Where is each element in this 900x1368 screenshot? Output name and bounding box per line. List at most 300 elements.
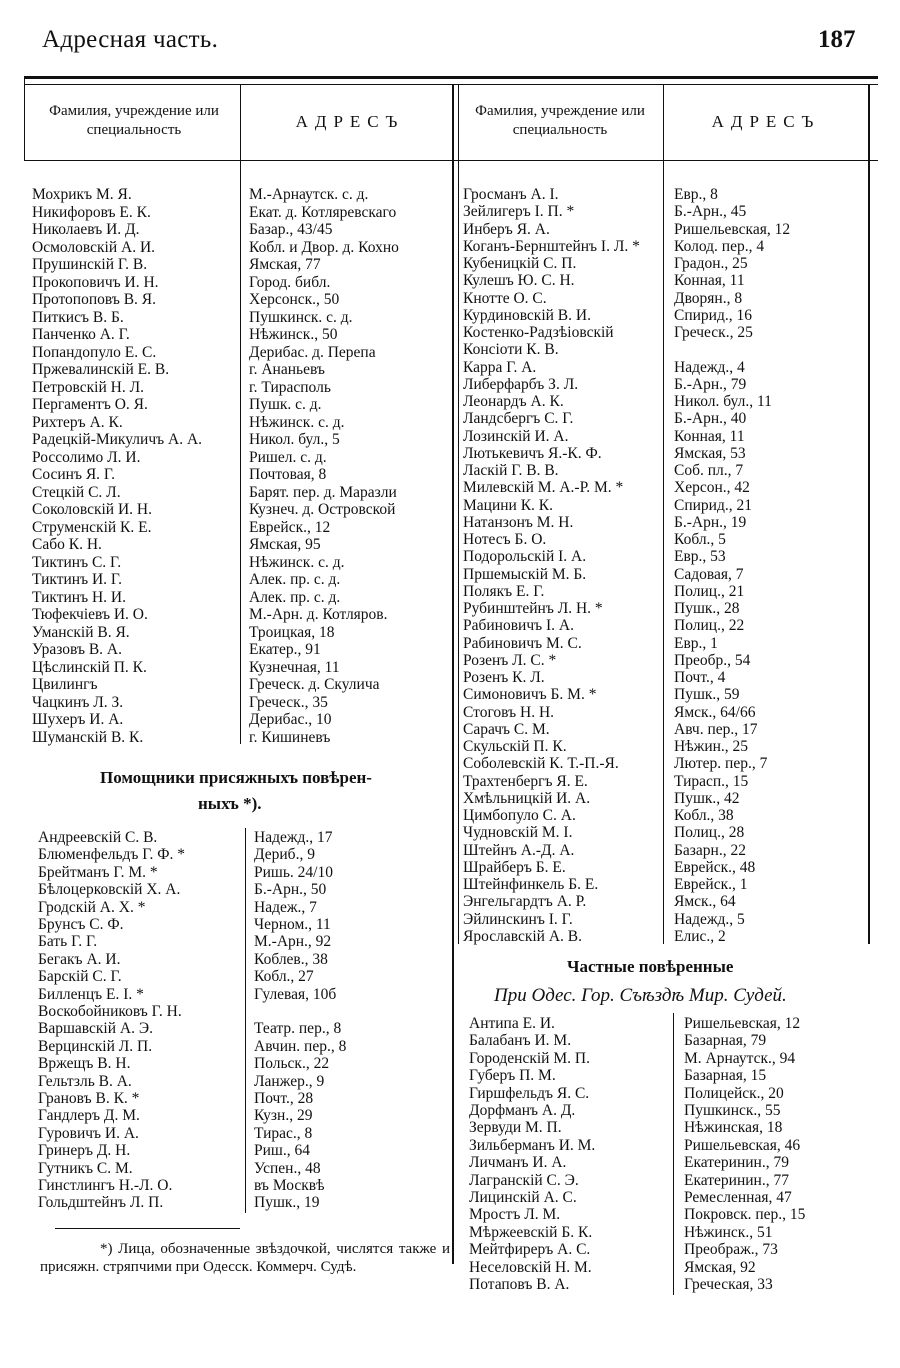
entry-name: Балабанъ И. М. <box>469 1032 572 1050</box>
list-item <box>463 635 883 653</box>
entry-address: Дворян., 8 <box>674 289 743 307</box>
list-item <box>463 738 883 756</box>
entry-address: Полиц., 22 <box>674 617 745 635</box>
entry-name: Лицинскій А. С. <box>469 1189 577 1206</box>
entry-address: Ремесленная, 47 <box>684 1189 792 1206</box>
entry-address: Спирид., 21 <box>674 496 752 514</box>
list-item <box>38 1142 458 1160</box>
list-item <box>32 711 452 729</box>
list-item <box>38 881 458 899</box>
top-rule-thick <box>24 76 878 79</box>
entry-address: Ямская, 53 <box>674 444 746 462</box>
entry-name: Милевскій М. А.-Р. М. * <box>463 479 624 497</box>
entry-address: г. Кишиневъ <box>249 728 331 746</box>
entry-name: Сарачъ С. М. <box>463 720 550 738</box>
entry-name: Пршемыскій М. Б. <box>463 565 587 583</box>
entry-name: Сосинъ Я. Г. <box>32 466 116 483</box>
list-item <box>463 600 883 618</box>
list-item <box>38 1177 458 1195</box>
entry-name: Брунсъ С. Ф. <box>38 916 124 933</box>
list-item <box>32 414 452 432</box>
entry-address: Б.-Арн., 45 <box>674 203 747 221</box>
entry-address: Кузн., 29 <box>254 1107 313 1125</box>
entry-name: Радецкій-Микуличъ А. А. <box>32 431 203 448</box>
entry-name: Попандопуло Е. С. <box>32 343 157 361</box>
list-item <box>38 899 458 917</box>
list-item <box>469 1032 889 1050</box>
entry-name: Протопоповъ В. Я. <box>32 291 157 308</box>
list-item <box>463 445 883 463</box>
entry-address: Ямская, 92 <box>684 1258 756 1276</box>
entry-name: Консіоти К. В. <box>463 341 559 359</box>
entry-address: Градон., 25 <box>674 255 748 272</box>
list-item <box>38 933 458 951</box>
list-item <box>32 641 452 659</box>
entry-name: Штейнфинкель Б. Е. <box>463 876 599 893</box>
entry-name: Энгельгардтъ А. Р. <box>463 893 587 911</box>
list-item <box>38 1073 458 1091</box>
list-item <box>463 186 883 204</box>
list-item <box>463 928 883 946</box>
entry-address: Ришельевская, 46 <box>684 1136 801 1154</box>
entry-name: Струменскій К. Е. <box>32 518 152 536</box>
entry-name: Стоговъ Н. Н. <box>463 703 555 721</box>
entry-name: Личманъ И. А. <box>469 1154 567 1172</box>
entry-address: Почт., 4 <box>674 669 726 686</box>
list-item <box>469 1259 889 1277</box>
entry-name: Брейтманъ Г. М. * <box>38 863 158 881</box>
entry-name: Бѣлоцерковскій Х. А. <box>38 881 181 899</box>
list-item <box>32 554 452 572</box>
list-item <box>32 221 452 239</box>
entry-name: Либерфарбъ З. Л. <box>463 375 579 393</box>
entry-name: Шухеръ И. А. <box>32 711 124 728</box>
section-title-assistants-cont: ныхъ *). <box>198 794 262 813</box>
list-item <box>463 842 883 860</box>
list-item <box>32 396 452 414</box>
list-item <box>32 694 452 712</box>
entry-address: Тирас., 8 <box>254 1124 313 1142</box>
entry-name: Верцинскій Л. П. <box>38 1037 153 1055</box>
list-item <box>463 479 883 497</box>
entry-name: Рабиновичъ І. А. <box>463 617 575 635</box>
entry-name: Зервуди М. П. <box>469 1119 562 1137</box>
entry-name: Курдиновскій В. И. <box>463 306 591 324</box>
entry-address: Алек. пр. с. д. <box>249 571 341 588</box>
list-item <box>469 1102 889 1120</box>
entry-address: Гулевая, 10б <box>254 985 337 1003</box>
entry-name: Подорольскій І. А. <box>463 548 587 566</box>
entry-address: г. Ананьевъ <box>249 361 325 378</box>
entry-name: Потаповъ В. А. <box>469 1276 570 1293</box>
list-item <box>32 519 452 537</box>
entry-address: Базарн., 22 <box>674 841 746 859</box>
list-item <box>463 238 883 256</box>
entry-name: Шуманскій В. К. <box>32 728 144 746</box>
page-title: Адресная часть. <box>42 26 219 53</box>
entry-name: Лозинскій И. А. <box>463 427 569 445</box>
entry-name: Стецкій С. Л. <box>32 483 121 501</box>
entry-address: г. Тирасполь <box>249 378 331 396</box>
entry-address: Нѣжинск. с. д. <box>249 553 345 571</box>
entry-address: Ришел. с. д. <box>249 448 327 466</box>
list-item <box>463 704 883 722</box>
entry-address: Ришельевская, 12 <box>684 1015 801 1032</box>
entry-address: Коблев., 38 <box>254 950 328 968</box>
list-item <box>38 968 458 986</box>
list-item <box>469 1119 889 1137</box>
list-item <box>38 1194 458 1212</box>
entry-name: Костенко-Радзѣіовскій <box>463 324 614 341</box>
entry-address: Театр. пер., 8 <box>254 1020 342 1038</box>
list-item <box>32 256 452 274</box>
entry-name: Гельтзль В. А. <box>38 1072 132 1090</box>
entry-address: Дерибас., 10 <box>249 711 332 728</box>
entry-address: Кузнеч. д. Островской <box>249 501 396 518</box>
entry-name: Сабо К. Н. <box>32 536 102 553</box>
entry-address: Тирасп., 15 <box>674 772 749 790</box>
entry-address: Нѣжинск. с. д. <box>249 413 345 431</box>
entry-name: Нотесъ Б. О. <box>463 531 547 548</box>
entry-name: Мѣржеевскій Б. К. <box>469 1223 593 1241</box>
list-item <box>463 410 883 428</box>
entry-name: Барскій С. Г. <box>38 968 122 986</box>
list-item <box>463 359 883 377</box>
entry-name: Тиктинъ И. Г. <box>32 571 122 588</box>
entry-name: Россолимо Л. И. <box>32 448 141 466</box>
list-item <box>463 548 883 566</box>
entry-name: Ласкій Г. В. В. <box>463 462 559 479</box>
entry-address: Екатеринин., 79 <box>684 1154 789 1172</box>
entry-address: Покровск. пер., 15 <box>684 1206 806 1224</box>
list-item <box>469 1015 889 1033</box>
entry-address: Полиц., 28 <box>674 824 745 842</box>
entry-address: Полицейск., 20 <box>684 1084 784 1102</box>
entry-name: Мохрикъ М. Я. <box>32 186 132 203</box>
entry-name: Гросманъ А. І. <box>463 186 559 203</box>
left-address-header: АДРЕСЪ <box>295 112 405 131</box>
list-item <box>463 462 883 480</box>
right-name-header: Фамилия, учреждение или специальность <box>475 103 645 138</box>
entry-address: Пушк., 19 <box>254 1194 320 1212</box>
list-item <box>463 221 883 239</box>
list-item <box>463 341 883 359</box>
entry-address: Пушкинск., 55 <box>684 1102 781 1119</box>
list-item <box>463 617 883 635</box>
entry-address: Херсон., 42 <box>674 479 750 497</box>
entry-address: Кобл., 38 <box>674 807 734 824</box>
entry-name: Розенъ Л. С. * <box>463 651 557 669</box>
list-item <box>32 606 452 624</box>
list-item <box>463 514 883 532</box>
entry-name: Кубеницкій С. П. <box>463 255 577 272</box>
list-item <box>38 1003 458 1021</box>
entry-address: Пушк., 42 <box>674 789 740 807</box>
entry-name: Гандлеръ Д. М. <box>38 1107 140 1125</box>
list-item <box>32 676 452 694</box>
list-item <box>469 1172 889 1190</box>
entry-address: Дерибас. д. Перепа <box>249 343 376 361</box>
entry-name: Неселовскій Н. М. <box>469 1258 592 1276</box>
entry-address: Кузнечная, 11 <box>249 658 340 676</box>
list-item <box>38 1090 458 1108</box>
entry-name: Прокоповичъ И. Н. <box>32 273 159 291</box>
list-item <box>38 1160 458 1178</box>
list-item <box>32 361 452 379</box>
entry-name: Симоновичъ Б. М. * <box>463 686 597 704</box>
list-item <box>463 652 883 670</box>
entry-name: Гольдштейнъ Л. П. <box>38 1194 164 1212</box>
list-item <box>463 893 883 911</box>
list-item <box>32 536 452 554</box>
list-item <box>463 255 883 273</box>
footnote: *) Лица, обозначенные звѣздочкой, числятся также и присяжн. стряпчими при Одесск. Коммерч. Судѣ. <box>40 1241 450 1275</box>
entry-name: Гутникъ С. М. <box>38 1159 133 1177</box>
entry-name: Городенскій М. П. <box>469 1049 590 1067</box>
entry-address: Авч. пер., 17 <box>674 720 758 738</box>
list-item <box>38 829 458 847</box>
list-item <box>32 466 452 484</box>
left-border <box>24 79 25 161</box>
entry-address: Надеж., 7 <box>254 898 317 916</box>
entry-address: Б.-Арн., 19 <box>674 513 747 531</box>
list-item <box>32 449 452 467</box>
entry-address: Ямская, 77 <box>249 256 321 273</box>
list-item <box>463 376 883 394</box>
entry-name: Цѣслинскій П. К. <box>32 658 147 676</box>
entry-address: Базар., 43/45 <box>249 221 333 238</box>
list-item <box>32 274 452 292</box>
list-item <box>32 379 452 397</box>
list-item <box>32 659 452 677</box>
entry-name: Полякъ Е. Г. <box>463 582 545 600</box>
entry-name: Петровскій Н. Л. <box>32 378 144 396</box>
list-item <box>32 204 452 222</box>
list-item <box>463 324 883 342</box>
entry-name: Мростъ Л. М. <box>469 1206 561 1224</box>
entry-name: Уманскій В. Я. <box>32 623 130 641</box>
entry-name: Чацкинъ Л. З. <box>32 693 124 711</box>
entry-address: въ Москвѣ <box>254 1177 325 1194</box>
entry-address: Авчин. пер., 8 <box>254 1037 347 1055</box>
entry-address: Дериб., 9 <box>254 846 315 864</box>
list-item <box>32 571 452 589</box>
entry-name: Билленцъ Е. І. * <box>38 985 144 1003</box>
entry-name: Гринеръ Д. Н. <box>38 1142 131 1160</box>
entry-address: Пушк. с. д. <box>249 396 322 413</box>
entry-address: Нѣжинская, 18 <box>684 1119 783 1137</box>
entry-address: Евр., 8 <box>674 186 718 203</box>
list-item <box>463 773 883 791</box>
entry-address: Барят. пер. д. Маразли <box>249 483 397 501</box>
list-item <box>469 1206 889 1224</box>
list-item <box>463 859 883 877</box>
list-item <box>32 309 452 327</box>
entry-address: Спирид., 16 <box>674 306 752 324</box>
entry-address: Надежд., 17 <box>254 829 333 846</box>
entry-address: Б.-Арн., 40 <box>674 410 747 428</box>
entry-name: Натанзонъ М. Н. <box>463 513 574 531</box>
entry-address: Алек. пр. с. д. <box>249 588 341 606</box>
list-item <box>32 729 452 747</box>
list-item <box>463 911 883 929</box>
entry-name: Пергаментъ О. Я. <box>32 396 148 413</box>
entry-name: Трахтенбергъ Я. Е. <box>463 772 588 790</box>
entry-name: Воскобойниковъ Г. Н. <box>38 1003 182 1020</box>
entry-address: Почт., 28 <box>254 1090 314 1107</box>
entry-address: Еврейск., 48 <box>674 858 756 876</box>
list-item <box>38 846 458 864</box>
list-item <box>463 686 883 704</box>
entry-address: Колод. пер., 4 <box>674 237 765 255</box>
entry-address: Базарная, 15 <box>684 1067 767 1085</box>
entry-address: Никол. бул., 11 <box>674 393 772 410</box>
entry-name: Коганъ-Бернштейнъ І. Л. * <box>463 237 640 255</box>
list-item <box>38 1125 458 1143</box>
list-item <box>32 589 452 607</box>
entry-name: Блюменфельдъ Г. Ф. * <box>38 846 186 864</box>
list-item <box>469 1224 889 1242</box>
list-item <box>463 807 883 825</box>
entry-name: Карра Г. А. <box>463 358 537 376</box>
entry-name: Рабиновичъ М. С. <box>463 634 582 652</box>
entry-address: Кобл., 5 <box>674 531 726 548</box>
entry-name: Цимбопуло С. А. <box>463 807 576 824</box>
entry-name: Дорфманъ А. Д. <box>469 1102 576 1119</box>
list-item <box>32 501 452 519</box>
entry-address: Ланжер., 9 <box>254 1072 325 1090</box>
list-item <box>463 497 883 515</box>
entry-name: Кулешъ Ю. С. Н. <box>463 272 575 290</box>
list-item <box>38 1107 458 1125</box>
entry-name: Шрайберъ Б. Е. <box>463 858 566 876</box>
entry-name: Пржевалинскій Е. В. <box>32 361 170 378</box>
entry-address: Ямск., 64/66 <box>674 703 756 721</box>
footnote-rule <box>55 1228 240 1229</box>
entry-name: Зейлигеръ І. П. * <box>463 203 575 221</box>
entry-name: Губеръ П. М. <box>469 1067 556 1085</box>
list-item <box>463 721 883 739</box>
entry-name: Питкисъ В. Б. <box>32 308 124 326</box>
entry-name: Рихтеръ А. К. <box>32 413 123 431</box>
list-item <box>32 186 452 204</box>
list-item <box>469 1276 889 1294</box>
entry-address: Ришь. 24/10 <box>254 863 333 881</box>
list-item <box>38 986 458 1004</box>
list-item <box>463 307 883 325</box>
top-rule-thin <box>24 84 878 85</box>
list-item <box>463 669 883 687</box>
entry-name: Вржещъ В. Н. <box>38 1055 131 1073</box>
entry-name: Чудновскій М. І. <box>463 824 573 842</box>
entry-address: Ямская, 95 <box>249 536 321 553</box>
entry-address: М. Арнаутск., 94 <box>684 1049 796 1067</box>
entry-name: Тюфекчіевъ И. О. <box>32 606 148 623</box>
list-item <box>38 916 458 934</box>
entry-address: Пушк., 59 <box>674 686 740 704</box>
page-number: 187 <box>818 26 856 53</box>
entry-address: Евр., 53 <box>674 548 726 566</box>
entry-address: Конная, 11 <box>674 427 745 445</box>
entry-name: Кнотте О. С. <box>463 289 547 307</box>
entry-name: Гинстлингъ Н.-Л. О. <box>38 1177 173 1194</box>
list-item <box>38 951 458 969</box>
entry-name: Штейнъ А.-Д. А. <box>463 841 575 859</box>
entry-name: Осмоловскій А. И. <box>32 238 156 256</box>
entry-address: Херсонск., 50 <box>249 291 340 308</box>
entry-name: Варшавскій А. Э. <box>38 1020 153 1038</box>
entry-address: Кобл. и Двор. д. Кохно <box>249 238 399 256</box>
list-item <box>32 239 452 257</box>
list-item <box>463 566 883 584</box>
entry-address: Садовая, 7 <box>674 565 744 583</box>
entry-name: Рубинштейнъ Л. Н. * <box>463 600 603 617</box>
entry-address: Базарная, 79 <box>684 1032 767 1050</box>
entry-address: Нѣжин., 25 <box>674 738 749 755</box>
list-item <box>469 1137 889 1155</box>
list-item <box>463 531 883 549</box>
entry-name: Лютькевичъ Я.-К. Ф. <box>463 444 602 462</box>
entry-address: Преобр., 54 <box>674 651 751 669</box>
entry-address: Еврейск., 1 <box>674 876 748 893</box>
list-item <box>463 203 883 221</box>
list-item <box>469 1067 889 1085</box>
list-item <box>469 1050 889 1068</box>
entry-address: Полиц., 21 <box>674 582 745 600</box>
entry-name: Соколовскій И. Н. <box>32 501 152 518</box>
entry-name: Уразовъ В. А. <box>32 641 123 658</box>
list-item <box>463 393 883 411</box>
entry-address: Греческ. д. Скулича <box>249 676 380 693</box>
list-item <box>463 583 883 601</box>
list-item <box>32 291 452 309</box>
entry-address: Ришельевская, 12 <box>674 220 791 238</box>
entry-address: Нѣжинск., 50 <box>249 326 338 343</box>
entry-address: Успен., 48 <box>254 1159 321 1177</box>
entry-name: Цвилингъ <box>32 676 98 693</box>
entry-name: Бать Г. Г. <box>38 933 98 951</box>
header-rule <box>24 160 878 161</box>
list-item <box>469 1189 889 1207</box>
entry-name: Гродскій А. Х. * <box>38 898 146 916</box>
entry-address: Кобл., 27 <box>254 968 314 986</box>
section-subtitle-private: При Одес. Гор. Съѣздѣ Мир. Судей. <box>494 985 787 1006</box>
entry-name: Бегакъ А. И. <box>38 950 121 968</box>
list-item <box>32 431 452 449</box>
entry-address: Екатеринин., 77 <box>684 1171 789 1189</box>
entry-address: Надежд., 5 <box>674 910 745 928</box>
entry-name: Мацини К. К. <box>463 496 554 514</box>
list-item <box>38 1055 458 1073</box>
list-item <box>463 428 883 446</box>
entry-name: Эйлинскинъ І. Г. <box>463 910 573 928</box>
entry-name: Хмѣльницкій И. А. <box>463 789 591 807</box>
entry-address: Город. библ. <box>249 273 331 291</box>
entry-name: Никифоровъ Е. К. <box>32 203 151 221</box>
entry-name: Гиршфельдъ Я. С. <box>469 1084 590 1102</box>
entry-address: Лютер. пер., 7 <box>674 755 768 773</box>
entry-address: Пушкинск. с. д. <box>249 308 353 326</box>
entry-name: Розенъ К. Л. <box>463 669 545 686</box>
entry-address: Преображ., 73 <box>684 1241 778 1259</box>
entry-address: М.-Арнаутск. с. д. <box>249 186 369 203</box>
entry-address: Евр., 1 <box>674 634 718 652</box>
entry-address: Риш., 64 <box>254 1142 310 1160</box>
list-item <box>469 1154 889 1172</box>
right-address-header: АДРЕСЪ <box>711 112 821 131</box>
entry-address: Греческ., 35 <box>249 693 328 711</box>
list-item <box>32 484 452 502</box>
